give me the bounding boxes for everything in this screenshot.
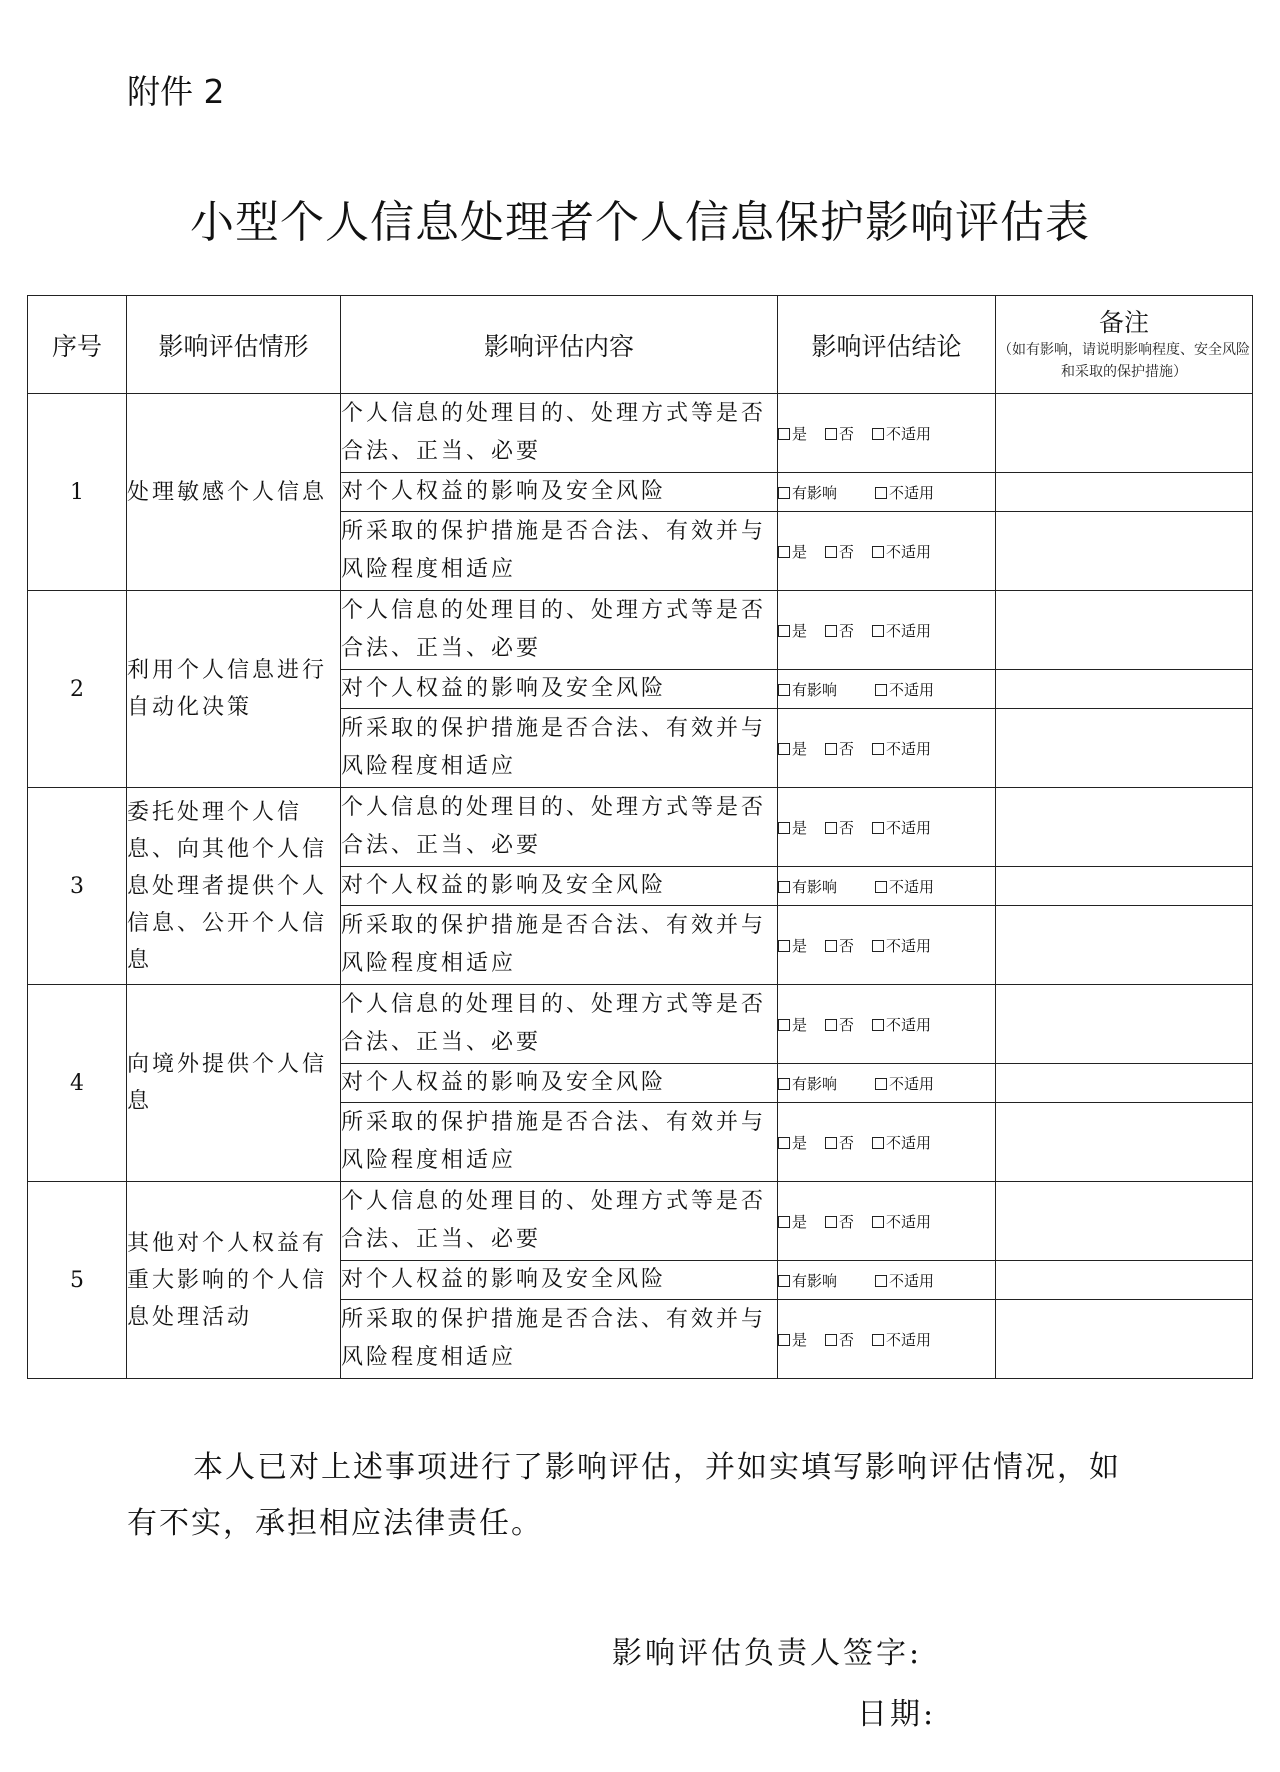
checkbox-square-icon[interactable] [875, 1078, 887, 1090]
table-row [28, 788, 1253, 867]
row-remarks-cell[interactable] [996, 867, 1253, 906]
row-conclusion [778, 512, 996, 591]
checkbox-yes[interactable] [778, 1329, 807, 1350]
table-body [28, 394, 1253, 1379]
checkbox-not-applicable[interactable] [872, 541, 931, 562]
row-conclusion [778, 394, 996, 473]
checkbox-square-icon[interactable] [778, 1275, 790, 1287]
checkbox-label: 不适用 [886, 818, 932, 837]
checkbox-not-applicable[interactable] [872, 1329, 931, 1350]
checkbox-not-applicable[interactable] [872, 1211, 931, 1232]
checkbox-label: 是 [792, 739, 808, 758]
checkbox-label: 不适用 [886, 1212, 932, 1231]
checkbox-has-impact[interactable] [778, 1073, 837, 1094]
checkbox-label: 否 [839, 1015, 855, 1034]
checkbox-square-icon[interactable] [825, 1137, 837, 1149]
checkbox-label: 不适用 [886, 1015, 932, 1034]
checkbox-has-impact[interactable] [778, 876, 837, 897]
row-situation: 其他对个人权益有重大影响的个人信息处理活动 [127, 1182, 341, 1379]
row-remarks-cell[interactable] [996, 709, 1253, 788]
checkbox-label: 不适用 [886, 621, 932, 640]
attachment-label: 附件 2 [127, 72, 225, 111]
header-index: 序号 [28, 296, 127, 394]
checkbox-not-applicable[interactable] [872, 1014, 931, 1035]
checkbox-yes[interactable] [778, 620, 807, 641]
checkbox-label: 不适用 [886, 542, 932, 561]
row-remarks-cell[interactable] [996, 670, 1253, 709]
checkbox-yes[interactable] [778, 541, 807, 562]
assessment-table [27, 295, 1253, 1379]
table-header-row [28, 296, 1253, 394]
checkbox-label: 是 [792, 1212, 808, 1231]
checkbox-square-icon[interactable] [875, 684, 887, 696]
checkbox-not-applicable[interactable] [875, 1073, 934, 1094]
checkbox-no[interactable] [825, 423, 854, 444]
row-conclusion [778, 788, 996, 867]
checkbox-label: 是 [792, 936, 808, 955]
row-content: 个人信息的处理目的、处理方式等是否合法、正当、必要 [341, 394, 778, 473]
row-content: 所采取的保护措施是否合法、有效并与风险程度相适应 [341, 709, 778, 788]
checkbox-yes[interactable] [778, 935, 807, 956]
row-remarks-cell[interactable] [996, 1182, 1253, 1261]
row-conclusion [778, 670, 996, 709]
header-situation: 影响评估情形 [127, 296, 341, 394]
checkbox-square-icon[interactable] [825, 428, 837, 440]
table-row [28, 394, 1253, 473]
checkbox-square-icon[interactable] [778, 1216, 790, 1228]
row-remarks-cell[interactable] [996, 512, 1253, 591]
checkbox-label: 是 [792, 621, 808, 640]
checkbox-no[interactable] [825, 541, 854, 562]
checkbox-square-icon[interactable] [825, 625, 837, 637]
checkbox-square-icon[interactable] [778, 1137, 790, 1149]
row-conclusion [778, 473, 996, 512]
checkbox-square-icon[interactable] [825, 1019, 837, 1031]
row-situation: 处理敏感个人信息 [127, 394, 341, 591]
checkbox-square-icon[interactable] [872, 625, 884, 637]
row-index: 5 [28, 1182, 127, 1379]
checkbox-square-icon[interactable] [778, 428, 790, 440]
table-row [28, 985, 1253, 1064]
checkbox-square-icon[interactable] [872, 1216, 884, 1228]
checkbox-label: 是 [792, 818, 808, 837]
checkbox-no[interactable] [825, 1014, 854, 1035]
row-remarks-cell[interactable] [996, 591, 1253, 670]
checkbox-square-icon[interactable] [825, 1216, 837, 1228]
checkbox-not-applicable[interactable] [872, 620, 931, 641]
checkbox-not-applicable[interactable] [872, 738, 931, 759]
checkbox-square-icon[interactable] [872, 743, 884, 755]
checkbox-has-impact[interactable] [778, 1270, 837, 1291]
row-remarks-cell[interactable] [996, 1261, 1253, 1300]
checkbox-label: 否 [839, 1330, 855, 1349]
checkbox-square-icon[interactable] [778, 546, 790, 558]
row-content: 对个人权益的影响及安全风险 [341, 1261, 778, 1300]
checkbox-square-icon[interactable] [778, 684, 790, 696]
row-conclusion [778, 1103, 996, 1182]
checkbox-square-icon[interactable] [778, 822, 790, 834]
row-content: 对个人权益的影响及安全风险 [341, 867, 778, 906]
checkbox-square-icon[interactable] [778, 1019, 790, 1031]
checkbox-label: 不适用 [889, 483, 935, 502]
row-content: 所采取的保护措施是否合法、有效并与风险程度相适应 [341, 906, 778, 985]
checkbox-label: 否 [839, 542, 855, 561]
checkbox-label: 不适用 [889, 680, 935, 699]
row-conclusion [778, 985, 996, 1064]
checkbox-label: 不适用 [889, 877, 935, 896]
checkbox-square-icon[interactable] [778, 625, 790, 637]
checkbox-label: 不适用 [889, 1271, 935, 1290]
row-content: 对个人权益的影响及安全风险 [341, 670, 778, 709]
checkbox-square-icon[interactable] [872, 1137, 884, 1149]
row-index: 4 [28, 985, 127, 1182]
checkbox-square-icon[interactable] [875, 1275, 887, 1287]
checkbox-label: 不适用 [886, 424, 932, 443]
row-content: 个人信息的处理目的、处理方式等是否合法、正当、必要 [341, 985, 778, 1064]
checkbox-has-impact[interactable] [778, 482, 837, 503]
checkbox-label: 不适用 [886, 1330, 932, 1349]
header-content: 影响评估内容 [341, 296, 778, 394]
checkbox-square-icon[interactable] [872, 1019, 884, 1031]
checkbox-no[interactable] [825, 817, 854, 838]
checkbox-label: 有影响 [792, 1074, 838, 1093]
checkbox-label: 是 [792, 1133, 808, 1152]
checkbox-square-icon[interactable] [872, 940, 884, 952]
row-content: 对个人权益的影响及安全风险 [341, 1064, 778, 1103]
checkbox-square-icon[interactable] [872, 428, 884, 440]
row-content: 所采取的保护措施是否合法、有效并与风险程度相适应 [341, 1103, 778, 1182]
checkbox-label: 是 [792, 424, 808, 443]
checkbox-label: 否 [839, 739, 855, 758]
checkbox-not-applicable[interactable] [875, 1270, 934, 1291]
header-remarks-note: （如有影响，请说明影响程度、安全风险和采取的保护措施） [998, 341, 1250, 380]
row-situation: 向境外提供个人信息 [127, 985, 341, 1182]
date-label: 日期: [857, 1697, 937, 1732]
signature-label: 影响评估负责人签字: [612, 1636, 923, 1671]
checkbox-not-applicable[interactable] [872, 1132, 931, 1153]
checkbox-label: 是 [792, 542, 808, 561]
row-content: 个人信息的处理目的、处理方式等是否合法、正当、必要 [341, 1182, 778, 1261]
checkbox-label: 有影响 [792, 680, 838, 699]
checkbox-square-icon[interactable] [872, 546, 884, 558]
checkbox-square-icon[interactable] [778, 743, 790, 755]
header-remarks-title: 备注 [1098, 307, 1149, 337]
checkbox-label: 有影响 [792, 877, 838, 896]
form-title: 小型个人信息处理者个人信息保护影响评估表 [190, 197, 1090, 248]
row-conclusion [778, 1064, 996, 1103]
checkbox-no[interactable] [825, 935, 854, 956]
row-conclusion [778, 709, 996, 788]
checkbox-yes[interactable] [778, 423, 807, 444]
checkbox-label: 否 [839, 621, 855, 640]
row-conclusion [778, 906, 996, 985]
checkbox-label: 是 [792, 1330, 808, 1349]
row-situation: 利用个人信息进行自动化决策 [127, 591, 341, 788]
declaration-text: 本人已对上述事项进行了影响评估，并如实填写影响评估情况，如有不实，承担相应法律责任。 [127, 1450, 1121, 1541]
table-row [28, 591, 1253, 670]
checkbox-label: 不适用 [886, 1133, 932, 1152]
checkbox-square-icon[interactable] [875, 487, 887, 499]
checkbox-square-icon[interactable] [825, 743, 837, 755]
checkbox-no[interactable] [825, 1132, 854, 1153]
row-content: 所采取的保护措施是否合法、有效并与风险程度相适应 [341, 512, 778, 591]
checkbox-not-applicable[interactable] [875, 679, 934, 700]
checkbox-not-applicable[interactable] [875, 482, 934, 503]
checkbox-label: 否 [839, 818, 855, 837]
row-conclusion [778, 1300, 996, 1379]
row-remarks-cell[interactable] [996, 906, 1253, 985]
checkbox-label: 有影响 [792, 1271, 838, 1290]
checkbox-square-icon[interactable] [872, 1334, 884, 1346]
checkbox-square-icon[interactable] [825, 546, 837, 558]
checkbox-square-icon[interactable] [778, 940, 790, 952]
checkbox-not-applicable[interactable] [872, 817, 931, 838]
checkbox-square-icon[interactable] [872, 822, 884, 834]
header-remarks [996, 296, 1253, 394]
checkbox-label: 不适用 [889, 1074, 935, 1093]
table-row [28, 1182, 1253, 1261]
row-index: 1 [28, 394, 127, 591]
row-conclusion [778, 591, 996, 670]
checkbox-yes[interactable] [778, 1014, 807, 1035]
row-conclusion [778, 1261, 996, 1300]
checkbox-square-icon[interactable] [778, 487, 790, 499]
checkbox-square-icon[interactable] [875, 881, 887, 893]
checkbox-square-icon[interactable] [778, 1078, 790, 1090]
row-conclusion [778, 1182, 996, 1261]
checkbox-square-icon[interactable] [825, 940, 837, 952]
row-situation: 委托处理个人信息、向其他个人信息处理者提供个人信息、公开个人信息 [127, 788, 341, 985]
checkbox-square-icon[interactable] [825, 1334, 837, 1346]
row-remarks-cell[interactable] [996, 1300, 1253, 1379]
row-remarks-cell[interactable] [996, 788, 1253, 867]
row-index: 2 [28, 591, 127, 788]
checkbox-label: 不适用 [886, 739, 932, 758]
checkbox-label: 不适用 [886, 936, 932, 955]
checkbox-square-icon[interactable] [778, 1334, 790, 1346]
row-index: 3 [28, 788, 127, 985]
row-content: 个人信息的处理目的、处理方式等是否合法、正当、必要 [341, 591, 778, 670]
checkbox-no[interactable] [825, 620, 854, 641]
row-remarks-cell[interactable] [996, 473, 1253, 512]
checkbox-not-applicable[interactable] [872, 935, 931, 956]
checkbox-square-icon[interactable] [825, 822, 837, 834]
checkbox-not-applicable[interactable] [872, 423, 931, 444]
checkbox-label: 否 [839, 424, 855, 443]
header-conclusion: 影响评估结论 [778, 296, 996, 394]
checkbox-not-applicable[interactable] [875, 876, 934, 897]
checkbox-label: 否 [839, 1212, 855, 1231]
checkbox-square-icon[interactable] [778, 881, 790, 893]
row-remarks-cell[interactable] [996, 394, 1253, 473]
checkbox-no[interactable] [825, 1329, 854, 1350]
checkbox-yes[interactable] [778, 1132, 807, 1153]
checkbox-label: 是 [792, 1015, 808, 1034]
checkbox-yes[interactable] [778, 738, 807, 759]
row-remarks-cell[interactable] [996, 985, 1253, 1064]
checkbox-no[interactable] [825, 738, 854, 759]
checkbox-label: 否 [839, 936, 855, 955]
checkbox-yes[interactable] [778, 817, 807, 838]
row-content: 对个人权益的影响及安全风险 [341, 473, 778, 512]
checkbox-has-impact[interactable] [778, 679, 837, 700]
row-conclusion [778, 867, 996, 906]
checkbox-no[interactable] [825, 1211, 854, 1232]
checkbox-yes[interactable] [778, 1211, 807, 1232]
row-content: 个人信息的处理目的、处理方式等是否合法、正当、必要 [341, 788, 778, 867]
row-remarks-cell[interactable] [996, 1103, 1253, 1182]
row-content: 所采取的保护措施是否合法、有效并与风险程度相适应 [341, 1300, 778, 1379]
checkbox-label: 有影响 [792, 483, 838, 502]
checkbox-label: 否 [839, 1133, 855, 1152]
row-remarks-cell[interactable] [996, 1064, 1253, 1103]
